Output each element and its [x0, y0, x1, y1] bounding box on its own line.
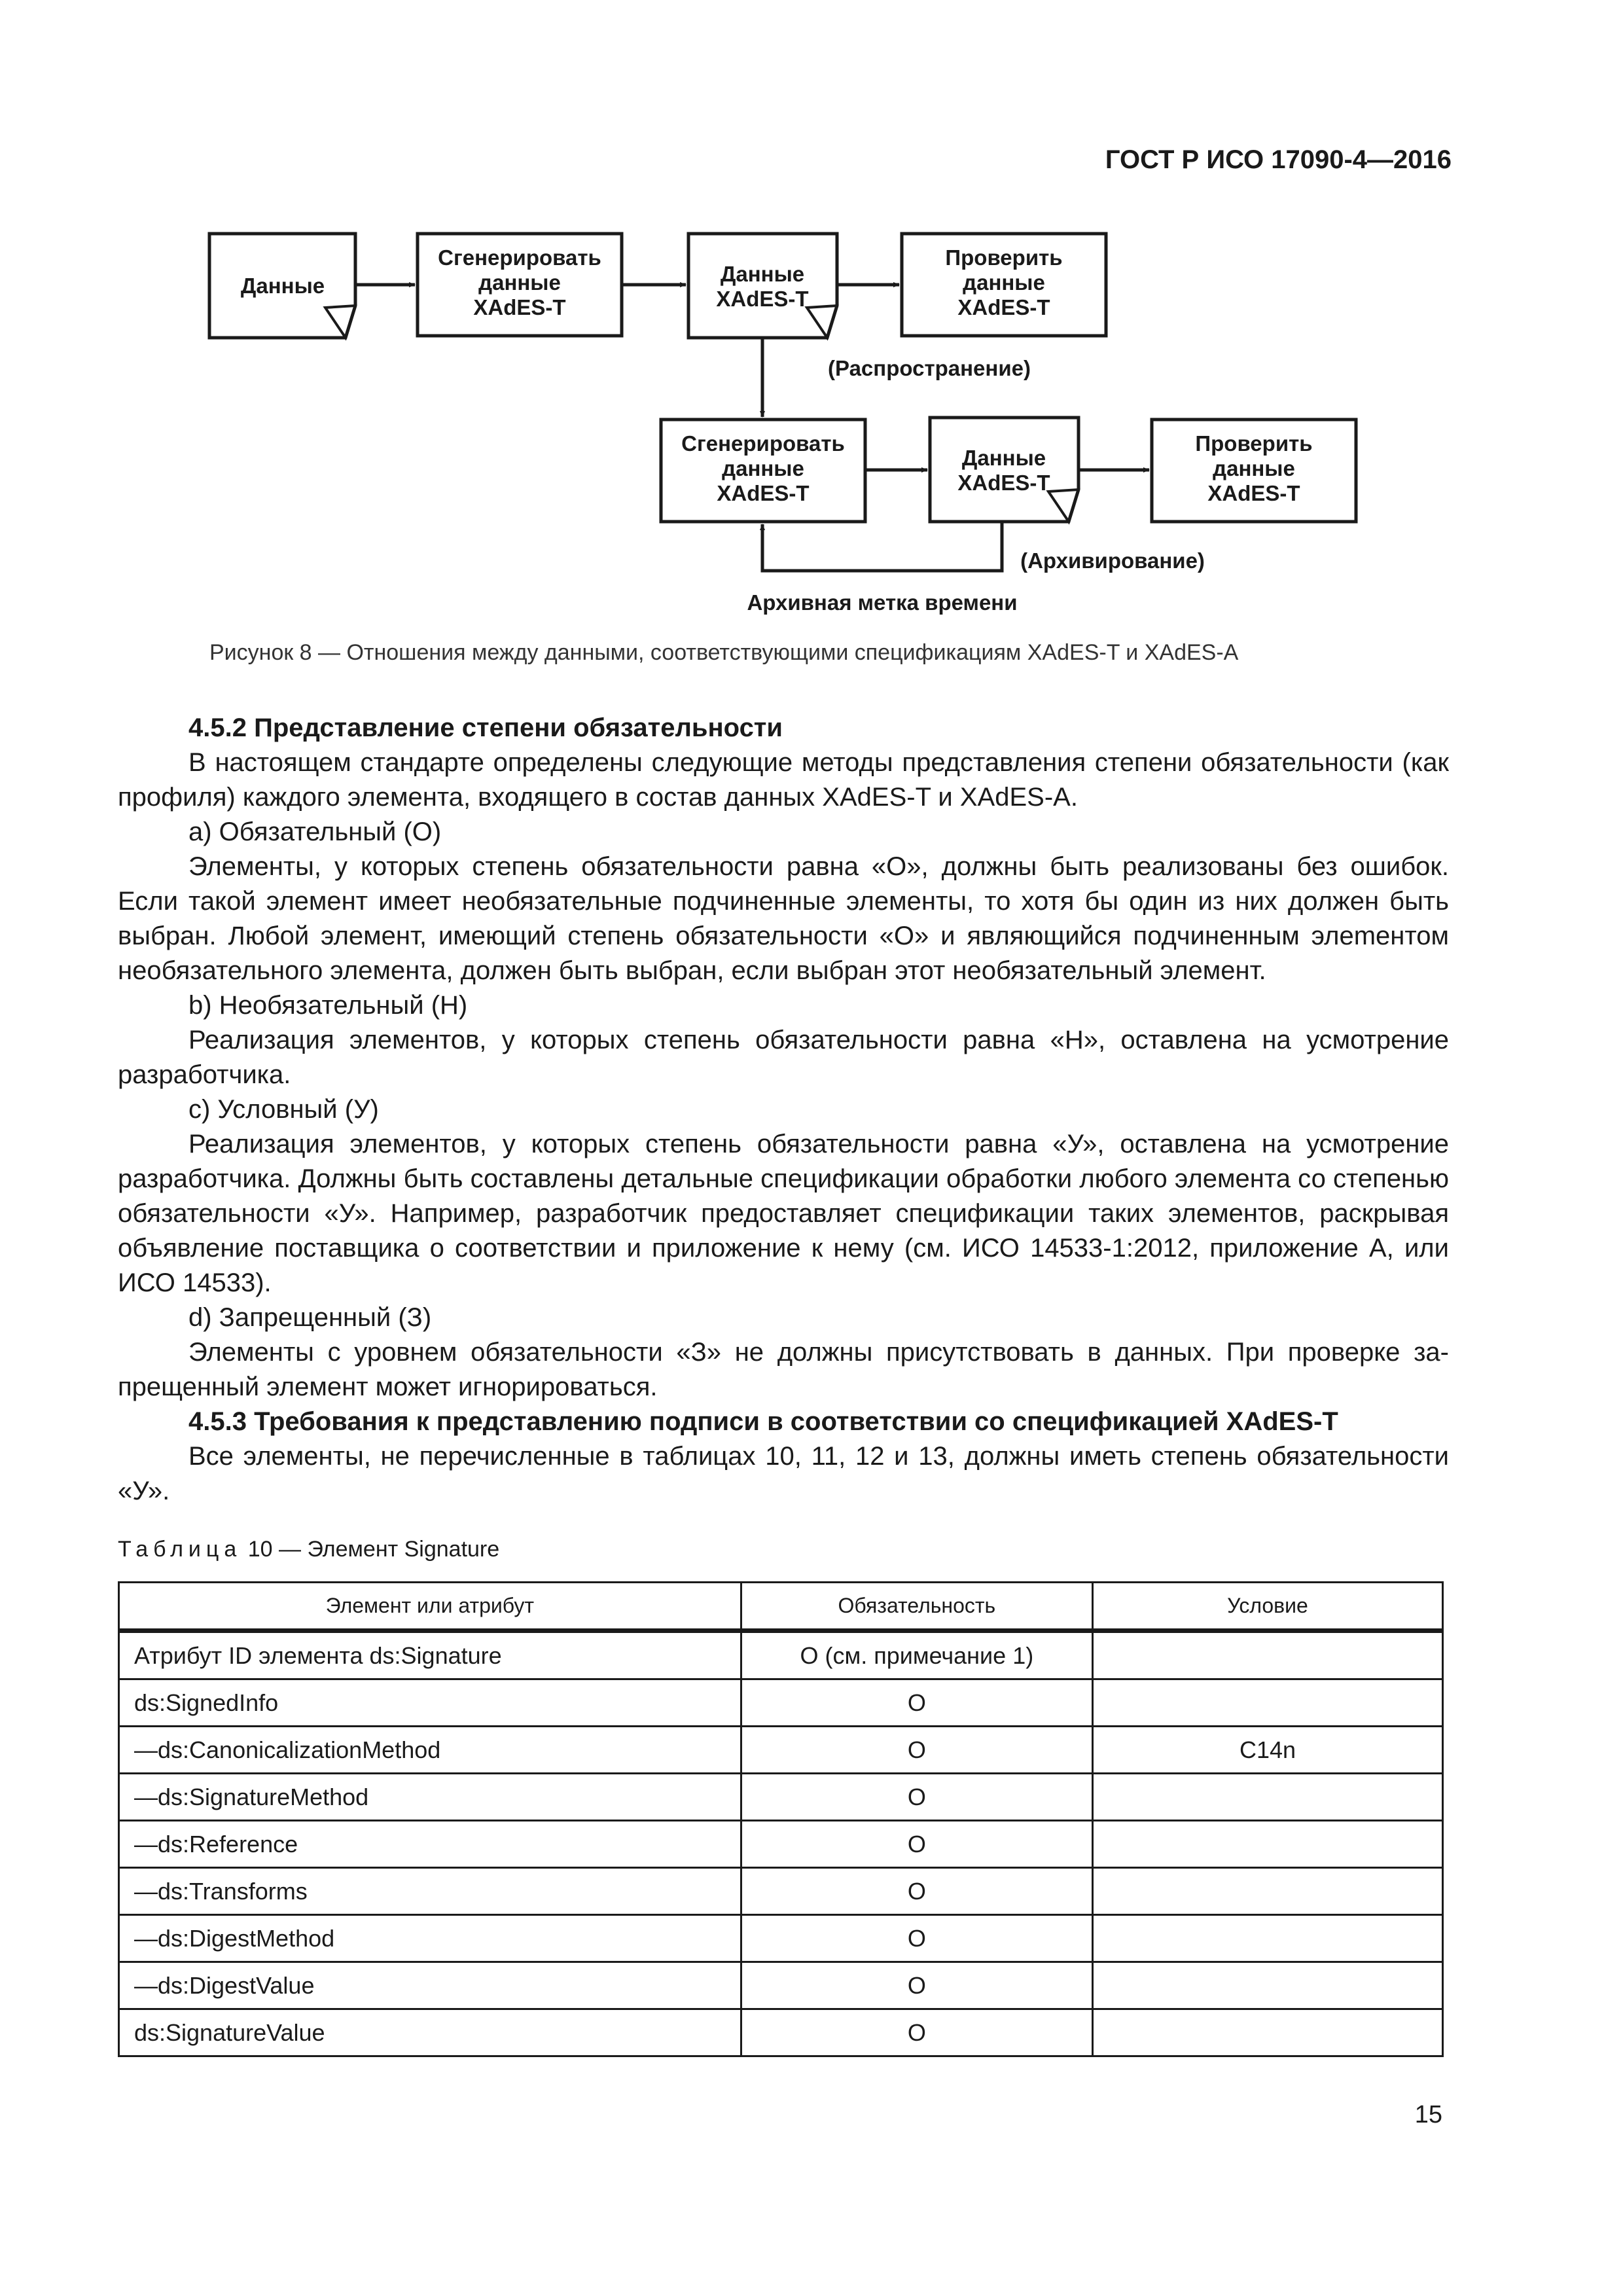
condition-cell: C14n: [1092, 1727, 1442, 1774]
document-fold-icon: [807, 306, 837, 338]
diagram-label-distribution: (Распространение): [828, 356, 1031, 380]
obligation-cell: О: [741, 1774, 1092, 1821]
box-label: XAdES-T: [473, 295, 566, 319]
condition-cell: [1092, 1915, 1442, 1962]
list-item-title: b) Необязательный (Н): [188, 991, 468, 1020]
box-label: XAdES-T: [957, 295, 1050, 319]
box-label: Данные: [240, 274, 325, 298]
element-cell: —ds:CanonicalizationMethod: [119, 1727, 741, 1774]
paragraph: Реализация элементов, у которых степень обязательности равна «У», оставлена на усмотрение разработчика. Должны быть составлены детальные спецификации обработки любого элемента со степенью обязательности «У». Например, разработчик предоставляет спецификации таких элементов, раскрывая объявление поставщика о соответствии и приложение к нему (см. ИСО 14533-1:2012, приложение А, или ИСО 14533).: [118, 1130, 1449, 1297]
table-row: [119, 2009, 1443, 2056]
arrow: [762, 522, 1002, 571]
box-label: Данные: [961, 446, 1046, 470]
element-cell: ds:SignedInfo: [119, 1679, 741, 1727]
condition-cell: [1092, 1821, 1442, 1868]
list-item-title: c) Условный (У): [188, 1095, 379, 1124]
paragraph: Элементы, у которых степень обязательности равна «О», должны быть реализованы без ошибок. Если такой элемент имеет необязательные подчиненные элементы, то хотя бы один из них должен быть выбран. Любой элемент, имеющий степень обязательности «О» и являющийся подчиненным элеmентом необязательного элемента, должен быть выбран, если выбран этот необязательный элемент.: [118, 852, 1449, 985]
page-number: 15: [1414, 2101, 1442, 2128]
box-label: данные: [722, 456, 804, 480]
condition-cell: [1092, 1774, 1442, 1821]
table-row: [119, 1631, 1443, 1679]
table-caption: [118, 1537, 499, 1562]
element-cell: —ds:DigestMethod: [119, 1915, 741, 1962]
box-label: XAdES-T: [1207, 481, 1300, 505]
condition-cell: [1092, 1679, 1442, 1727]
condition-cell: [1092, 1962, 1442, 2009]
box-label: данные: [963, 270, 1045, 295]
obligation-cell: О: [741, 2009, 1092, 2056]
table-row: [119, 1962, 1443, 2009]
element-cell: ds:SignatureValue: [119, 2009, 741, 2056]
paragraph: Элементы с уровнем обязательности «З» не должны присутствовать в данных. При проверке запрещенный элемент может игнорироваться.: [118, 1338, 1449, 1401]
box-label: Сгенерировать: [681, 431, 845, 456]
obligation-cell: О (см. примечание 1): [741, 1631, 1092, 1679]
box-label: Данные: [720, 262, 805, 286]
obligation-cell: О: [741, 1915, 1092, 1962]
figure-caption: Рисунок 8 — Отношения между данными, соответствующими спецификациям XAdES-T и XAdES-A: [209, 640, 1239, 665]
paragraph: Реализация элементов, у которых степень обязательности равна «Н», оставлена на усмотрение разработчика.: [118, 1026, 1449, 1089]
condition-cell: [1092, 1631, 1442, 1679]
diagram-label-archiving: (Архивирование): [1020, 548, 1205, 573]
document-fold-icon: [1048, 490, 1079, 522]
table-row: [119, 1774, 1443, 1821]
document-header: ГОСТ Р ИСО 17090-4—2016: [1105, 145, 1452, 174]
document-fold-icon: [325, 306, 355, 338]
column-header: Условие: [1092, 1583, 1442, 1631]
body-text: [118, 711, 1449, 1509]
paragraph: В настоящем стандарте определены следующие методы представления степени обязательности (как профиля) каждого элемента, входящего в состав данных XAdES-T и XAdES-A.: [118, 748, 1449, 812]
obligation-cell: О: [741, 1868, 1092, 1915]
condition-cell: [1092, 1868, 1442, 1915]
box-label: XAdES-T: [716, 287, 809, 311]
condition-cell: [1092, 2009, 1442, 2056]
box-label: XAdES-T: [717, 481, 810, 505]
element-cell: Атрибут ID элемента ds:Signature: [119, 1631, 741, 1679]
obligation-cell: О: [741, 1962, 1092, 2009]
element-cell: —ds:DigestValue: [119, 1962, 741, 2009]
box-label: данные: [1213, 456, 1295, 480]
paragraph: Все элементы, не перечисленные в таблицах 10, 11, 12 и 13, должны иметь степень обязательности «У».: [118, 1442, 1449, 1505]
signature-table: [118, 1581, 1444, 2057]
xades-flow-diagram: [0, 216, 1623, 635]
column-header: Элемент или атрибут: [119, 1583, 741, 1631]
box-label: Сгенерировать: [438, 245, 601, 270]
column-header: Обязательность: [741, 1583, 1092, 1631]
table-row: [119, 1821, 1443, 1868]
section-heading-4-5-2: 4.5.2 Представление степени обязательности: [188, 713, 783, 742]
table-header-row: [119, 1583, 1443, 1631]
box-label: данные: [478, 270, 561, 295]
section-heading-4-5-3: 4.5.3 Требования к представлению подписи в соответствии со спецификацией XAdES-T: [188, 1407, 1338, 1436]
element-cell: —ds:Reference: [119, 1821, 741, 1868]
element-cell: —ds:SignatureMethod: [119, 1774, 741, 1821]
table-row: [119, 1868, 1443, 1915]
obligation-cell: О: [741, 1821, 1092, 1868]
box-label: Проверить: [945, 245, 1063, 270]
box-label: Проверить: [1195, 431, 1313, 456]
table-row: [119, 1679, 1443, 1727]
element-cell: —ds:Transforms: [119, 1868, 741, 1915]
list-item-title: a) Обязательный (О): [188, 817, 442, 846]
box-label: XAdES-T: [957, 471, 1050, 495]
obligation-cell: О: [741, 1727, 1092, 1774]
list-item-title: d) Запрещенный (З): [188, 1303, 432, 1332]
diagram-label-timestamp: Архивная метка времени: [747, 590, 1018, 615]
table-row: [119, 1727, 1443, 1774]
table-row: [119, 1915, 1443, 1962]
obligation-cell: О: [741, 1679, 1092, 1727]
table-caption-label: Таблица: [118, 1537, 242, 1562]
table-caption-title: 10 — Элемент Signature: [247, 1537, 500, 1562]
